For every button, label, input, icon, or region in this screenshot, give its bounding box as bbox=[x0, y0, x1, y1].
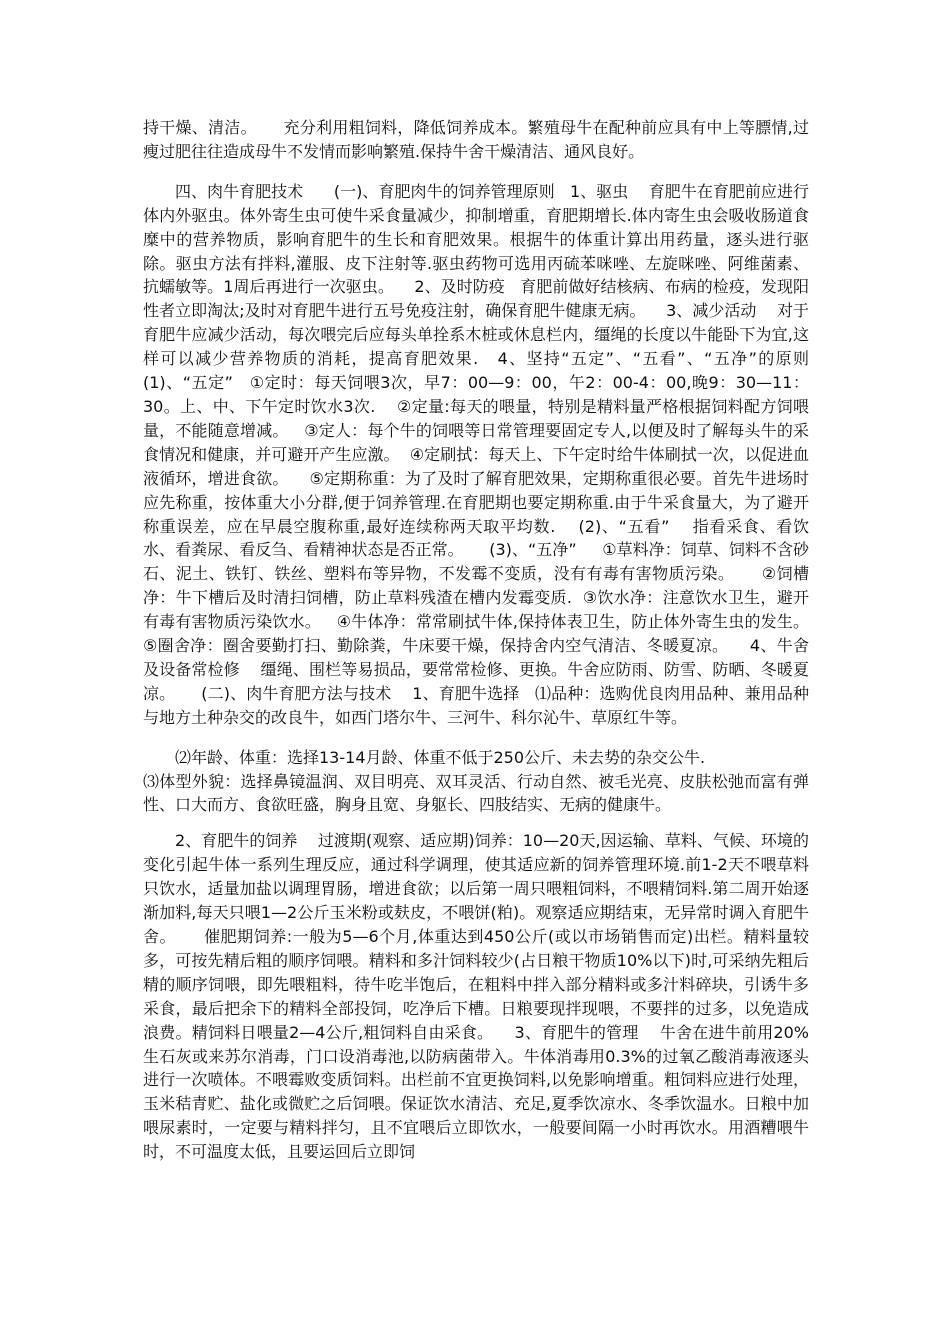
document-page bbox=[143, 116, 830, 1164]
paragraph-fattening-feeding: 2、育肥牛的饲养 过渡期(观察、适应期)饲养：10—20天,因运输、草料、气候、环境的变化引起牛体一系列生理反应，通过科学调理，使其适应新的饲养管理环境.前1-2天不喂草料只饮水，适量加盐以调理胃肠，增进食欲；以后第一周只喂粗饲料，不喂精饲料.第二周开始逐渐加料,每天只喂1—2公斤玉米粉或麸皮，不喂饼(粕)。观察适应期结束，无异常时调入育肥牛舍。 催肥期饲养:一般为5—6个月,体重达到450公斤(或以市场销售而定)出栏。精料量较多，可按先精后粗的顺序饲喂。精料和多汁饲料较少(占日粮干物质10%以下)时,可采纳先粗后精的顺序饲喂，即先喂粗料，待牛吃半饱后，在粗料中拌入部分精料或多汁料碎块，引诱牛多采食，最后把余下的精料全部投饲，吃净后下槽。日粮要现拌现喂，不要拌的过多，以免造成浪费。精饲料日喂量2—4公斤,粗饲料自由采食。 3、育肥牛的管理 牛舍在进牛前用20%生石灰或来苏尔消毒，门口设消毒池,以防病菌带入。牛体消毒用0.3%的过氧乙酸消毒液逐头进行一次喷体。不喂霉败变质饲料。出栏前不宜更换饲料,以免影响增重。粗饲料应进行处理，玉米秸青贮、盐化或微贮之后饲喂。保证饮水清洁、充足,夏季饮凉水、冬季饮温水。日粮中加喂尿素时，一定要与精料拌匀，且不宜喂后立即饮水，一般要间隔一小时再饮水。用酒糟喂牛时，不可温度太低，且要运回后立即饲 bbox=[143, 831, 809, 1162]
paragraph-age-weight: ⑵年龄、体重：选择13-14月龄、体重不低于250公斤、未去势的杂交公牛. bbox=[175, 747, 706, 767]
paragraph-feeding-cows: 持干燥、清洁。 充分利用粗饲料，降低饲养成本。繁殖母牛在配种前应具有中上等膘情,过瘦过肥往往造成母牛不发情而影响繁殖.保持牛舍干燥清洁、通风良好。 bbox=[143, 118, 809, 161]
paragraph-fattening-techniques: 四、肉牛育肥技术 (一)、育肥肉牛的饲养管理原则 1、驱虫 育肥牛在育肥前应进行体内外驱虫。体外寄生虫可使牛采食量减少，抑制增重，育肥期增长.体内寄生虫会吸收肠道食糜中的营养物质，影响育肥牛的生长和育肥效果。根据牛的体重计算出用药量，逐头进行驱除。驱虫方法有拌料,灌服、皮下注射等.驱虫药物可选用丙硫苯咪唑、左旋咪唑、阿维菌素、抗蠕敏等。1周后再进行一次驱虫。 2、及时防疫 育肥前做好结核病、布病的检疫，发现阳性者立即淘汰;及时对育肥牛进行五号免疫注射，确保育肥牛健康无病。 3、减少活动 对于育肥牛应减少活动，每次喂完后应每头单拴系木桩或休息栏内，缰绳的长度以牛能卧下为宜,这样可以减少营养物质的消耗，提高育肥效果. 4、坚持“五定”、“五看”、“五净”的原则 (1)、“五定” ①定时：每天饲喂3次，早7：00—9：00，午2：00-4：00,晚9：30—11：30。上、中、下午定时饮水3次. ②定量:每天的喂量，特别是精料量严格根据饲料配方饲喂量，不能随意增减。 ③定人：每个牛的饲喂等日常管理要固定专人,以便及时了解每头牛的采食情况和健康，并可避开产生应激。 ④定刷拭：每天上、下午定时给牛体刷拭一次，以促进血液循环，增进食欲。 ⑤定期称重：为了及时了解育肥效果，定期称重很必要。首先牛进场时应先称重，按体重大小分群,便于饲养管理.在育肥期也要定期称重.由于牛采食量大，为了避开称重误差，应在早晨空腹称重,最好连续称两天取平均数. (2)、“五看” 指看采食、看饮水、看粪尿、看反刍、看精神状态是否正常。 (3)、“五净” ①草料净：饲草、饲料不含砂石、泥土、铁钉、铁丝、塑料布等异物，不发霉不变质，没有有毒有害物质污染。 ②饲槽净：牛下槽后及时清扫饲槽，防止草料残渣在槽内发霉变质. ③饮水净：注意饮水卫生，避开有毒有害物质污染饮水。 ④牛体净：常常刷拭牛体,保持体表卫生，防止体外寄生虫的发生。⑤圈舍净：圈舍要勤打扫、勤除粪，牛床要干燥，保持舍内空气清洁、冬暖夏凉。 4、牛舍及设备常检修 缰绳、围栏等易损品，要常常检修、更换。牛舍应防雨、防雪、防晒、冬暖夏凉。 (二)、肉牛育肥方法与技术 1、育肥牛选择 ⑴品种：选购优良肉用品种、兼用品种与地方土种杂交的改良牛，如西门塔尔牛、三河牛、科尔沁牛、草原红牛等。 bbox=[143, 181, 830, 727]
paragraph-body-appearance: ⑶体型外貌：选择鼻镜温润、双目明亮、双耳灵活、行动自然、被毛光亮、皮肤松弛而富有弹性、口大而方、食欲旺盛，胸身且宽、身躯长、四肢结实、无病的健康牛。 bbox=[143, 771, 809, 815]
